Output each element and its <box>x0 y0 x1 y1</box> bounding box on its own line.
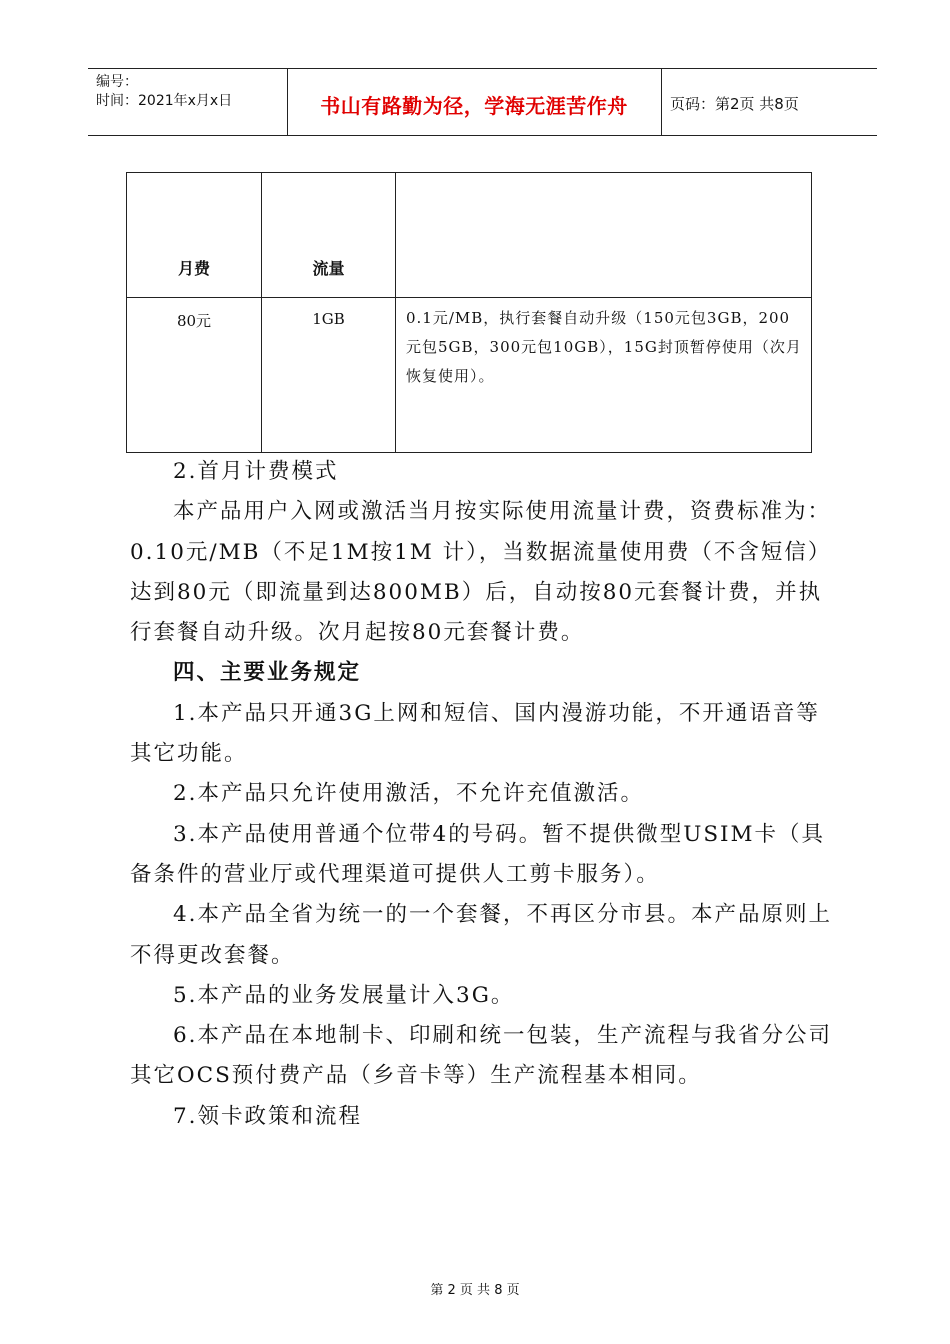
table-header-row <box>127 173 812 298</box>
header-time: 时间：2021年x月x日 <box>96 93 233 109</box>
header-number: 编号： <box>96 74 138 90</box>
table-header-cell <box>262 173 396 298</box>
table-header-cell <box>396 173 812 298</box>
body-text <box>130 452 838 1137</box>
cell-data: 1GB <box>262 298 396 453</box>
header-divider <box>661 69 662 135</box>
rule-item: 6.本产品在本地制卡、印刷和统一包装，生产流程与我省分公司其它OCS预付费产品（乡音卡等）生产流程基本相同。 <box>130 1023 833 1089</box>
header-motto: 书山有路勤为径，学海无涯苦作舟 <box>320 94 628 118</box>
section-heading: 四、主要业务规定 <box>173 660 362 686</box>
page-footer: 第 2 页 共 8 页 <box>430 1283 520 1298</box>
header-meta <box>96 73 232 111</box>
rule-item: 4.本产品全省为统一的一个套餐，不再区分市县。本产品原则上不得更改套餐。 <box>130 902 833 968</box>
page-header <box>88 68 877 136</box>
rule-item: 7.领卡政策和流程 <box>173 1103 363 1129</box>
fee-table <box>126 172 812 453</box>
table-row <box>127 298 812 453</box>
table-header-cell <box>127 173 262 298</box>
header-data: 流量 <box>312 259 345 278</box>
paragraph-subheading: 2.首月计费模式 <box>173 459 339 484</box>
header-page-info: 页码：第2页 共8页 <box>670 95 799 113</box>
rule-item: 3.本产品使用普通个位带4的号码。暂不提供微型USIM卡（具备条件的营业厅或代理渠道可提供人工剪卡服务）。 <box>130 821 826 887</box>
rule-item: 1.本产品只开通3G上网和短信、国内漫游功能，不开通语音等其它功能。 <box>130 700 820 767</box>
cell-fee: 80元 <box>127 298 262 453</box>
rule-item: 2.本产品只允许使用激活，不允许充值激活。 <box>173 781 645 807</box>
rule-item: 5.本产品的业务发展量计入3G。 <box>173 982 515 1008</box>
cell-description: 0.1元/MB，执行套餐自动升级（150元包3GB，200元包5GB，300元包10GB），15G封顶暂停使用（次月恢复使用）。 <box>396 298 812 453</box>
paragraph: 本产品用户入网或激活当月按实际使用流量计费，资费标准为：0.10元/MB（不足1M按1M 计），当数据流量使用费（不含短信）达到80元（即流量到达800MB）后，自动按80元套餐计费，并执行套餐自动升级。次月起按80元套餐计费。 <box>130 499 832 646</box>
header-fee: 月费 <box>177 259 210 278</box>
